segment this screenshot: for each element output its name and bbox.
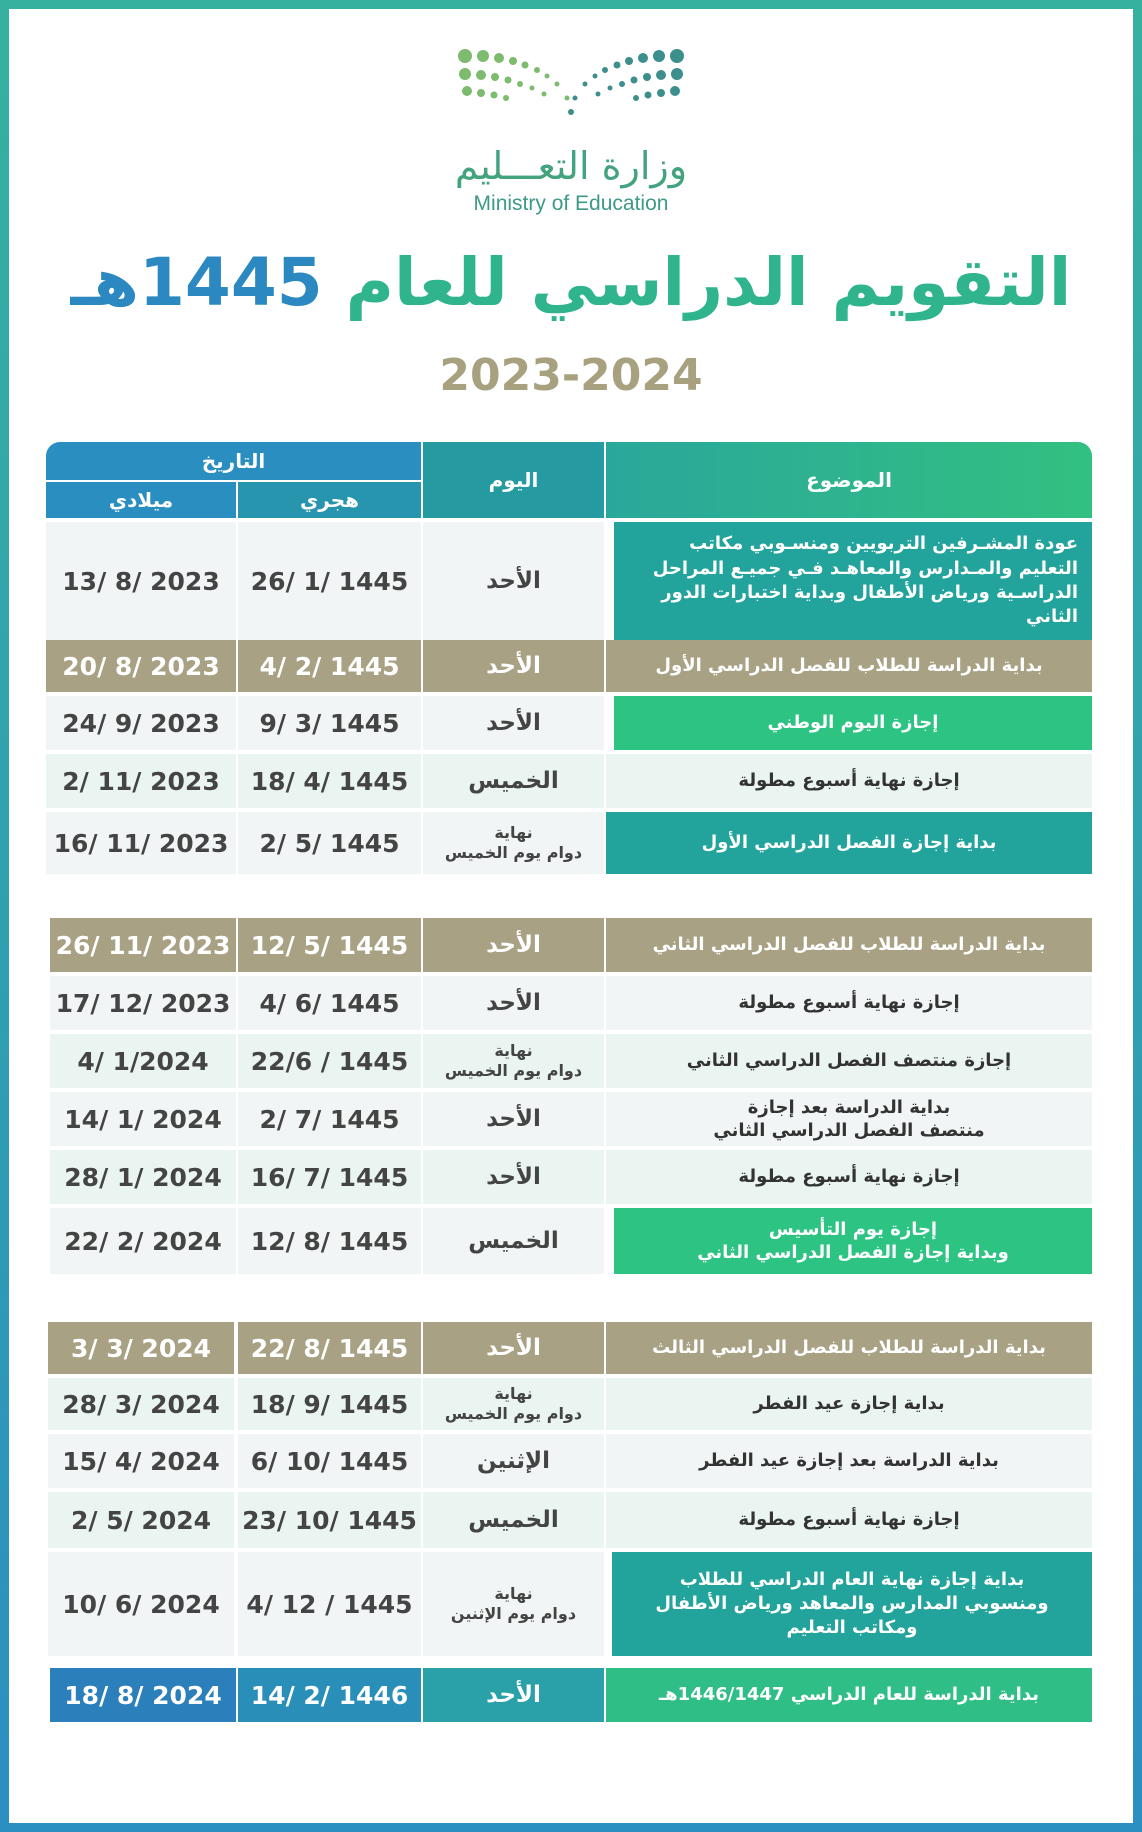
day-name: الخميس xyxy=(423,1492,604,1548)
day-line-2: دوام يوم الخميس xyxy=(444,843,583,862)
day-name xyxy=(423,1378,604,1430)
table-header xyxy=(46,442,1092,518)
day-name xyxy=(423,1552,604,1656)
hijri-date: 2/ 5/ 1445 xyxy=(238,812,421,874)
hijri-date: 4/ 12 / 1445 xyxy=(238,1552,421,1656)
day-line-2: دوام يوم الإثنين xyxy=(450,1604,577,1623)
hijri-date: 12/ 8/ 1445 xyxy=(238,1208,421,1274)
day-name: الأحد xyxy=(423,696,604,750)
day-name: الأحد xyxy=(423,522,604,640)
day-name: الأحد xyxy=(423,1150,604,1204)
day-name: الأحد xyxy=(423,1322,604,1374)
day-name: الأحد xyxy=(423,976,604,1030)
header-subject: الموضوع xyxy=(606,442,1092,518)
hijri-date: 18/ 9/ 1445 xyxy=(238,1378,421,1430)
subject-text: بداية الدراسة للطلاب للفصل الدراسي الثاني xyxy=(606,918,1092,972)
subject-text: إجازة منتصف الفصل الدراسي الثاني xyxy=(606,1034,1092,1088)
subject-text: بداية الدراسة للعام الدراسي 1446/1447هـ xyxy=(606,1668,1092,1722)
header-day: اليوم xyxy=(423,442,604,518)
gregorian-date: 16/ 11/ 2023 xyxy=(46,812,236,874)
logo-dots-icon xyxy=(457,44,685,124)
subject-text: بداية الدراسة للطلاب للفصل الدراسي الثالث xyxy=(606,1322,1092,1374)
day-line-1: نهاية xyxy=(494,1384,533,1403)
gregorian-date: 2/ 5/ 2024 xyxy=(48,1492,234,1548)
gregorian-date: 17/ 12/ 2023 xyxy=(50,976,236,1030)
header-date: التاريخ xyxy=(46,442,421,480)
hijri-date: 4/ 6/ 1445 xyxy=(238,976,421,1030)
hijri-date: 12/ 5/ 1445 xyxy=(238,918,421,972)
hijri-date: 6/ 10/ 1445 xyxy=(238,1434,421,1488)
hijri-date: 9/ 3/ 1445 xyxy=(238,696,421,750)
subject-text: بداية إجازة عيد الفطر xyxy=(606,1378,1092,1430)
subject-line-1: إجازة يوم التأسيس xyxy=(768,1218,938,1240)
hijri-date: 23/ 10/ 1445 xyxy=(238,1492,421,1548)
subject-text: بداية الدراسة بعد إجازة عيد الفطر xyxy=(606,1434,1092,1488)
header-gregorian: ميلادي xyxy=(46,482,236,518)
table-row xyxy=(50,1208,1092,1274)
gregorian-date: 18/ 8/ 2024 xyxy=(50,1668,236,1722)
hijri-date: 22/6 / 1445 xyxy=(238,1034,421,1088)
table-row xyxy=(48,1378,1092,1430)
table-row xyxy=(46,754,1092,808)
day-name: الأحد xyxy=(423,1668,604,1722)
gregorian-date: 2/ 11/ 2023 xyxy=(46,754,236,808)
subject-text: إجازة نهاية أسبوع مطولة xyxy=(606,976,1092,1030)
gregorian-date: 28/ 1/ 2024 xyxy=(50,1150,236,1204)
hijri-date: 16/ 7/ 1445 xyxy=(238,1150,421,1204)
hijri-date: 2/ 7/ 1445 xyxy=(238,1092,421,1146)
gregorian-date: 13/ 8/ 2023 xyxy=(46,522,236,640)
subject-text: بداية إجازة نهاية العام الدراسي للطلاب ومنسوبي المدارس والمعاهد ورياض الأطفال ومكاتب التعليم xyxy=(612,1552,1092,1656)
page-subtitle: 2023-2024 xyxy=(439,350,703,401)
table-row xyxy=(48,1322,1092,1374)
day-line-2: دوام يوم الخميس xyxy=(444,1061,583,1080)
page-title xyxy=(40,244,1102,321)
logo-arabic-text: وزارة التعـــليم xyxy=(454,144,688,188)
table-row xyxy=(46,812,1092,874)
gregorian-date: 28/ 3/ 2024 xyxy=(48,1378,234,1430)
gregorian-date: 22/ 2/ 2024 xyxy=(50,1208,236,1274)
day-line-2: دوام يوم الخميس xyxy=(444,1404,583,1423)
gregorian-date: 20/ 8/ 2023 xyxy=(46,640,236,692)
gregorian-date: 24/ 9/ 2023 xyxy=(46,696,236,750)
subject-text xyxy=(606,1092,1092,1146)
table-row xyxy=(48,1492,1092,1548)
gregorian-date: 10/ 6/ 2024 xyxy=(48,1552,234,1656)
day-line-1: نهاية xyxy=(494,823,533,842)
table-row xyxy=(50,976,1092,1030)
subject-line-1: بداية الدراسة بعد إجازة xyxy=(747,1096,951,1118)
hijri-date: 14/ 2/ 1446 xyxy=(238,1668,421,1722)
table-row xyxy=(48,1434,1092,1488)
day-name: الأحد xyxy=(423,640,604,692)
subject-text: إجازة نهاية أسبوع مطولة xyxy=(606,754,1092,808)
table-row xyxy=(50,1034,1092,1088)
ministry-logo xyxy=(421,44,721,224)
hijri-date: 26/ 1/ 1445 xyxy=(238,522,421,640)
day-name xyxy=(423,1034,604,1088)
subject-text xyxy=(614,1208,1092,1274)
table-row xyxy=(46,640,1092,692)
title-year: 1445هـ xyxy=(70,244,323,321)
hijri-date: 22/ 8/ 1445 xyxy=(238,1322,421,1374)
table-row xyxy=(46,522,1092,640)
table-row xyxy=(46,696,1092,750)
title-main: التقويم الدراسي للعام xyxy=(322,244,1072,321)
day-name xyxy=(423,812,604,874)
day-line-1: نهاية xyxy=(494,1041,533,1060)
hijri-date: 4/ 2/ 1445 xyxy=(238,640,421,692)
table-row xyxy=(50,1092,1092,1146)
subject-line-2: وبداية إجازة الفصل الدراسي الثاني xyxy=(697,1242,1009,1263)
subject-text: إجازة نهاية أسبوع مطولة xyxy=(606,1150,1092,1204)
gregorian-date: 4/ 1/2024 xyxy=(50,1034,236,1088)
day-line-1: نهاية xyxy=(494,1584,533,1603)
gregorian-date: 15/ 4/ 2024 xyxy=(48,1434,234,1488)
day-name: الأحد xyxy=(423,918,604,972)
subject-text: بداية الدراسة للطلاب للفصل الدراسي الأول xyxy=(606,640,1092,692)
day-name: الخميس xyxy=(423,754,604,808)
day-name: الأحد xyxy=(423,1092,604,1146)
table-row xyxy=(50,1150,1092,1204)
day-name: الخميس xyxy=(423,1208,604,1274)
gregorian-date: 26/ 11/ 2023 xyxy=(50,918,236,972)
subject-text: عودة المشـرفين التربويين ومنسـوبي مكاتب التعليم والمـدارس والمعاهـد فـي جميـع المراحل الدراسـية ورياض الأطفال وبداية اختبارات الدور الثاني xyxy=(614,522,1092,640)
table-row xyxy=(48,1552,1092,1656)
gregorian-date: 3/ 3/ 2024 xyxy=(48,1322,234,1374)
day-name: الإثنين xyxy=(423,1434,604,1488)
logo-english-text: Ministry of Education xyxy=(473,192,669,215)
subject-text: إجازة نهاية أسبوع مطولة xyxy=(606,1492,1092,1548)
hijri-date: 18/ 4/ 1445 xyxy=(238,754,421,808)
gregorian-date: 14/ 1/ 2024 xyxy=(50,1092,236,1146)
table-row xyxy=(50,918,1092,972)
subject-text: إجازة اليوم الوطني xyxy=(614,696,1092,750)
header-hijri: هجري xyxy=(238,482,421,518)
table-row xyxy=(50,1668,1092,1722)
subject-text: بداية إجازة الفصل الدراسي الأول xyxy=(606,812,1092,874)
subject-line-2: منتصف الفصل الدراسي الثاني xyxy=(713,1120,985,1141)
